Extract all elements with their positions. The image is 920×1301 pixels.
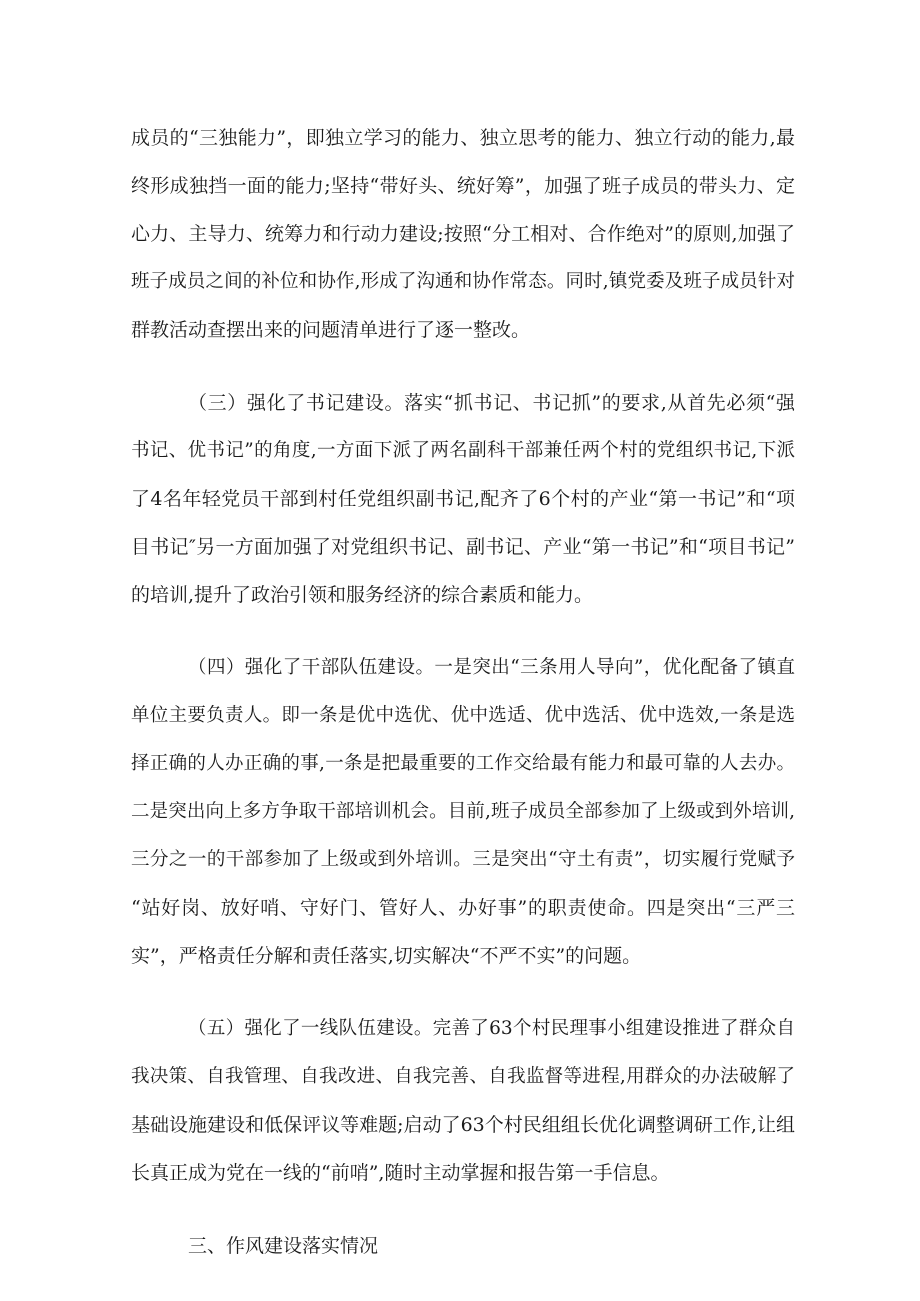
text-line: “站好岗、放好哨、守好门、管好人、办好事”的职责使命。四是突出“三严三: [131, 897, 795, 919]
text-line: 择正确的人办正确的事,一条是把最重要的工作交给最有能力和最可靠的人去办。: [131, 753, 795, 774]
text-line: 单位主要负责人。即一条是优中选优、优中选适、优中选活、优中选效,一条是选: [131, 705, 795, 726]
text-line: 成员的“三独能力”，即独立学习的能力、独立思考的能力、独立行动的能力,最: [131, 127, 795, 149]
text-line: 终形成独挡一面的能力;坚持“带好头、统好筹”，加强了班子成员的带头力、定: [131, 175, 795, 197]
text-line: 实”，严格责任分解和责任落实,切实解决“不严不实”的问题。: [131, 945, 642, 967]
paragraph-secretary-building: [131, 379, 795, 619]
text-line: （五）强化了一线队伍建设。完善了63个村民理事小组建设推进了群众自: [188, 1018, 795, 1039]
paragraph-team-members: [131, 114, 795, 354]
section-heading: [131, 1222, 795, 1270]
paragraph-frontline-building: [131, 1005, 795, 1197]
section-heading-text: 三、作风建设落实情况: [188, 1235, 379, 1257]
text-line: 三分之一的干部参加了上级或到外培训。三是突出“守土有责”，切实履行党赋予: [131, 849, 795, 870]
text-line: 了4名年轻党员干部到村任党组织副书记,配齐了6个村的产业“第一书记”和“项: [131, 488, 795, 510]
text-line: 群教活动查摆出来的问题清单进行了逐一整改。: [131, 319, 531, 341]
text-line: 心力、主导力、统筹力和行动力建设;按照“分工相对、合作绝对”的原则,加强了: [131, 223, 795, 245]
text-line: 书记、优书记”的角度,一方面下派了两名副科干部兼任两个村的党组织书记,下派: [131, 440, 795, 461]
document-page: [131, 114, 795, 1270]
text-line: 我决策、自我管理、自我改进、自我完善、自我监督等进程,用群众的办法破解了: [131, 1066, 795, 1087]
text-line: （三）强化了书记建设。落实“抓书记、书记抓”的要求,从首先必须“强: [188, 392, 795, 414]
text-line: 的培训,提升了政治引领和服务经济的综合素质和能力。: [131, 584, 594, 606]
text-line: 班子成员之间的补位和协作,形成了沟通和协作常态。同时,镇党委及班子成员针对: [131, 271, 795, 292]
text-line: （四）强化了干部队伍建设。一是突出“三条用人导向”，优化配备了镇直: [188, 657, 795, 678]
text-line: 长真正成为党在一线的“前哨”,随时主动掌握和报告第一手信息。: [131, 1162, 670, 1184]
text-line: 基础设施建设和低保评议等难题;启动了63个村民组组长优化调整调研工作,让组: [131, 1114, 795, 1136]
paragraph-cadre-building: [131, 644, 795, 980]
text-line: 二是突出向上多方争取干部培训机会。目前,班子成员全部参加了上级或到外培训,: [131, 801, 795, 822]
text-line: 目书记″另一方面加强了对党组织书记、副书记、产业“第一书记”和“项目书记”: [131, 536, 795, 558]
